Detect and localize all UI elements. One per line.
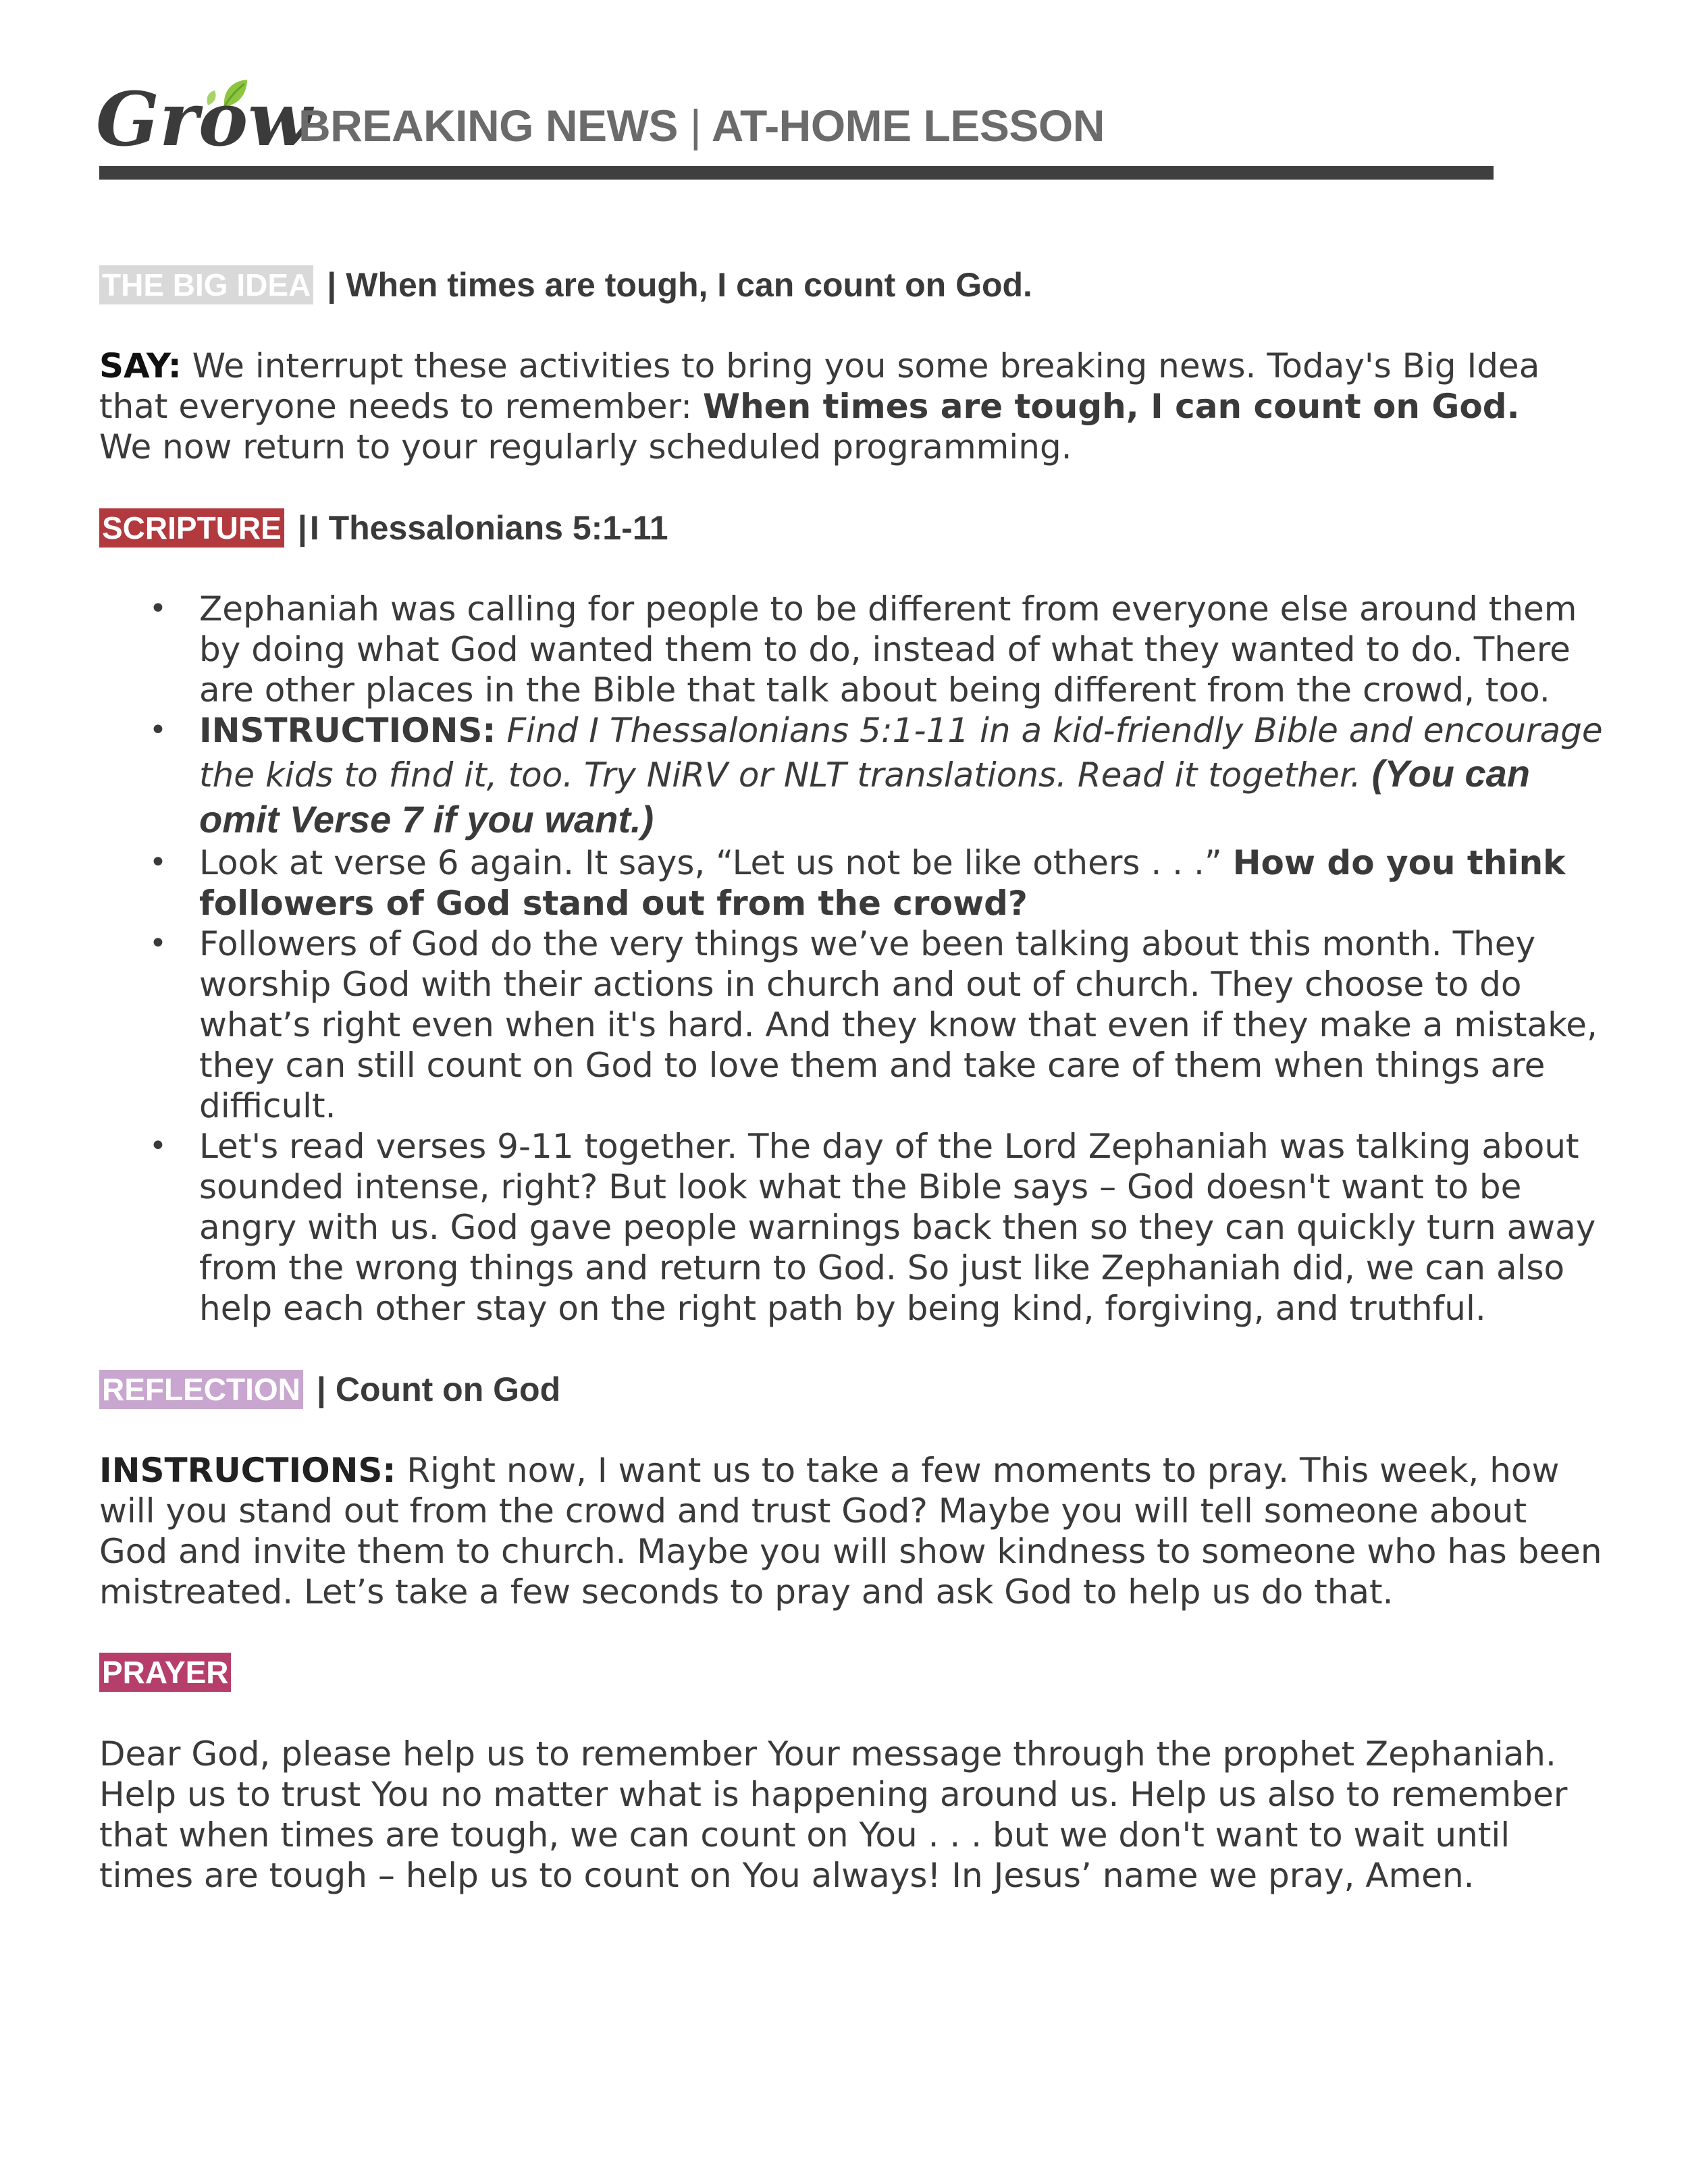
scripture-reference: I Thessalonians 5:1-11	[309, 509, 668, 547]
discussion-question: How do you think followers of God stand out from the crowd?	[199, 843, 1566, 923]
say-big-idea: When times are tough, I can count on God.	[702, 387, 1520, 426]
header-rule	[99, 166, 1494, 180]
big-idea-separator: |	[327, 266, 337, 304]
prayer-tag: PRAYER	[99, 1653, 231, 1692]
big-idea-tag: THE BIG IDEA	[99, 265, 313, 304]
scripture-heading	[99, 508, 1605, 548]
reflection-title: Count on God	[335, 1370, 561, 1408]
instructions-label: INSTRUCTIONS:	[199, 711, 496, 750]
big-idea-heading	[99, 265, 1605, 305]
bullet-text: Look at verse 6 again. It says, “Let us not be like others . . .”	[199, 843, 1233, 882]
bullet-text: Let's read verses 9-11 together. The day of the Lord Zephaniah was talking about sounded intense, right? But look what the Bible says – God doesn't want to be angry with us. God gave people warnings back then so they can quickly turn away from the wrong things and return to God. So just like Zephaniah did, we can also help each other stay on the right path by being kind, forgiving, and truthful.	[199, 1127, 1596, 1328]
reflection-text: Right now, I want us to take a few moments to pray. This week, how will you stand out from the crowd and trust God? Maybe you will tell someone about God and invite them to church. Maybe you will show kindness to someone who has been mistreated. Let’s take a few seconds to pray and ask God to help us do that.	[99, 1451, 1602, 1612]
say-label: SAY:	[99, 346, 182, 385]
reflection-heading	[99, 1369, 1605, 1410]
bullet-text: Zephaniah was calling for people to be different from everyone else around them by doing what God wanted them to do, instead of what they wanted to do. There are other places in the Bible that talk about being different from the crowd, too.	[199, 589, 1577, 710]
page-title	[298, 100, 1105, 151]
scripture-separator: |	[297, 509, 307, 547]
list-item	[99, 589, 1605, 710]
title-left: BREAKING NEWS	[298, 101, 678, 151]
say-paragraph	[99, 346, 1605, 427]
reflection-tag: REFLECTION	[99, 1370, 303, 1409]
title-separator: |	[689, 101, 702, 151]
prayer-heading	[99, 1653, 1605, 1692]
scripture-tag: SCRIPTURE	[99, 508, 284, 548]
bullet-text: Followers of God do the very things we’ve been talking about this month. They worship God with their actions in church and out of church. They choose to do what’s right even when it's hard. And they know that even if they make a mistake, they can still count on God to love them and take care of them when things are difficult.	[199, 924, 1598, 1125]
list-item	[99, 843, 1605, 924]
say-return-line: We now return to your regularly scheduled programming.	[99, 427, 1072, 467]
omit-verse-note: (You can omit Verse 7 if you want.)	[199, 752, 1530, 841]
list-item	[99, 924, 1605, 1126]
lesson-content	[99, 265, 1605, 1896]
list-item	[99, 710, 1605, 843]
logo-text: Grow	[96, 76, 312, 163]
reflection-separator: |	[316, 1370, 326, 1408]
title-right: AT-HOME LESSON	[711, 101, 1105, 151]
reflection-paragraph	[99, 1450, 1605, 1612]
scripture-bullets	[99, 589, 1605, 1329]
big-idea-text: When times are tough, I can count on God.	[346, 266, 1032, 304]
say-text: We interrupt these activities to bring you some breaking news. Today's Big Idea that everyone needs to remember:	[99, 346, 1540, 426]
prayer-text: Dear God, please help us to remember Your message through the prophet Zephaniah. Help us to trust You no matter what is happening around us. Help us also to remember that when times are tough, we can count on You . . . but we don't want to wait until times are tough – help us to count on You always! In Jesus’ name we pray, Amen.	[99, 1734, 1568, 1895]
instructions-text: Find I Thessalonians 5:1-11 in a kid-friendly Bible and encourage the kids to find it, too. Try NiRV or NLT translations. Read it together.	[199, 711, 1603, 795]
grow-logo	[96, 68, 312, 169]
reflection-instructions-label: INSTRUCTIONS:	[99, 1451, 396, 1490]
list-item	[99, 1126, 1605, 1329]
